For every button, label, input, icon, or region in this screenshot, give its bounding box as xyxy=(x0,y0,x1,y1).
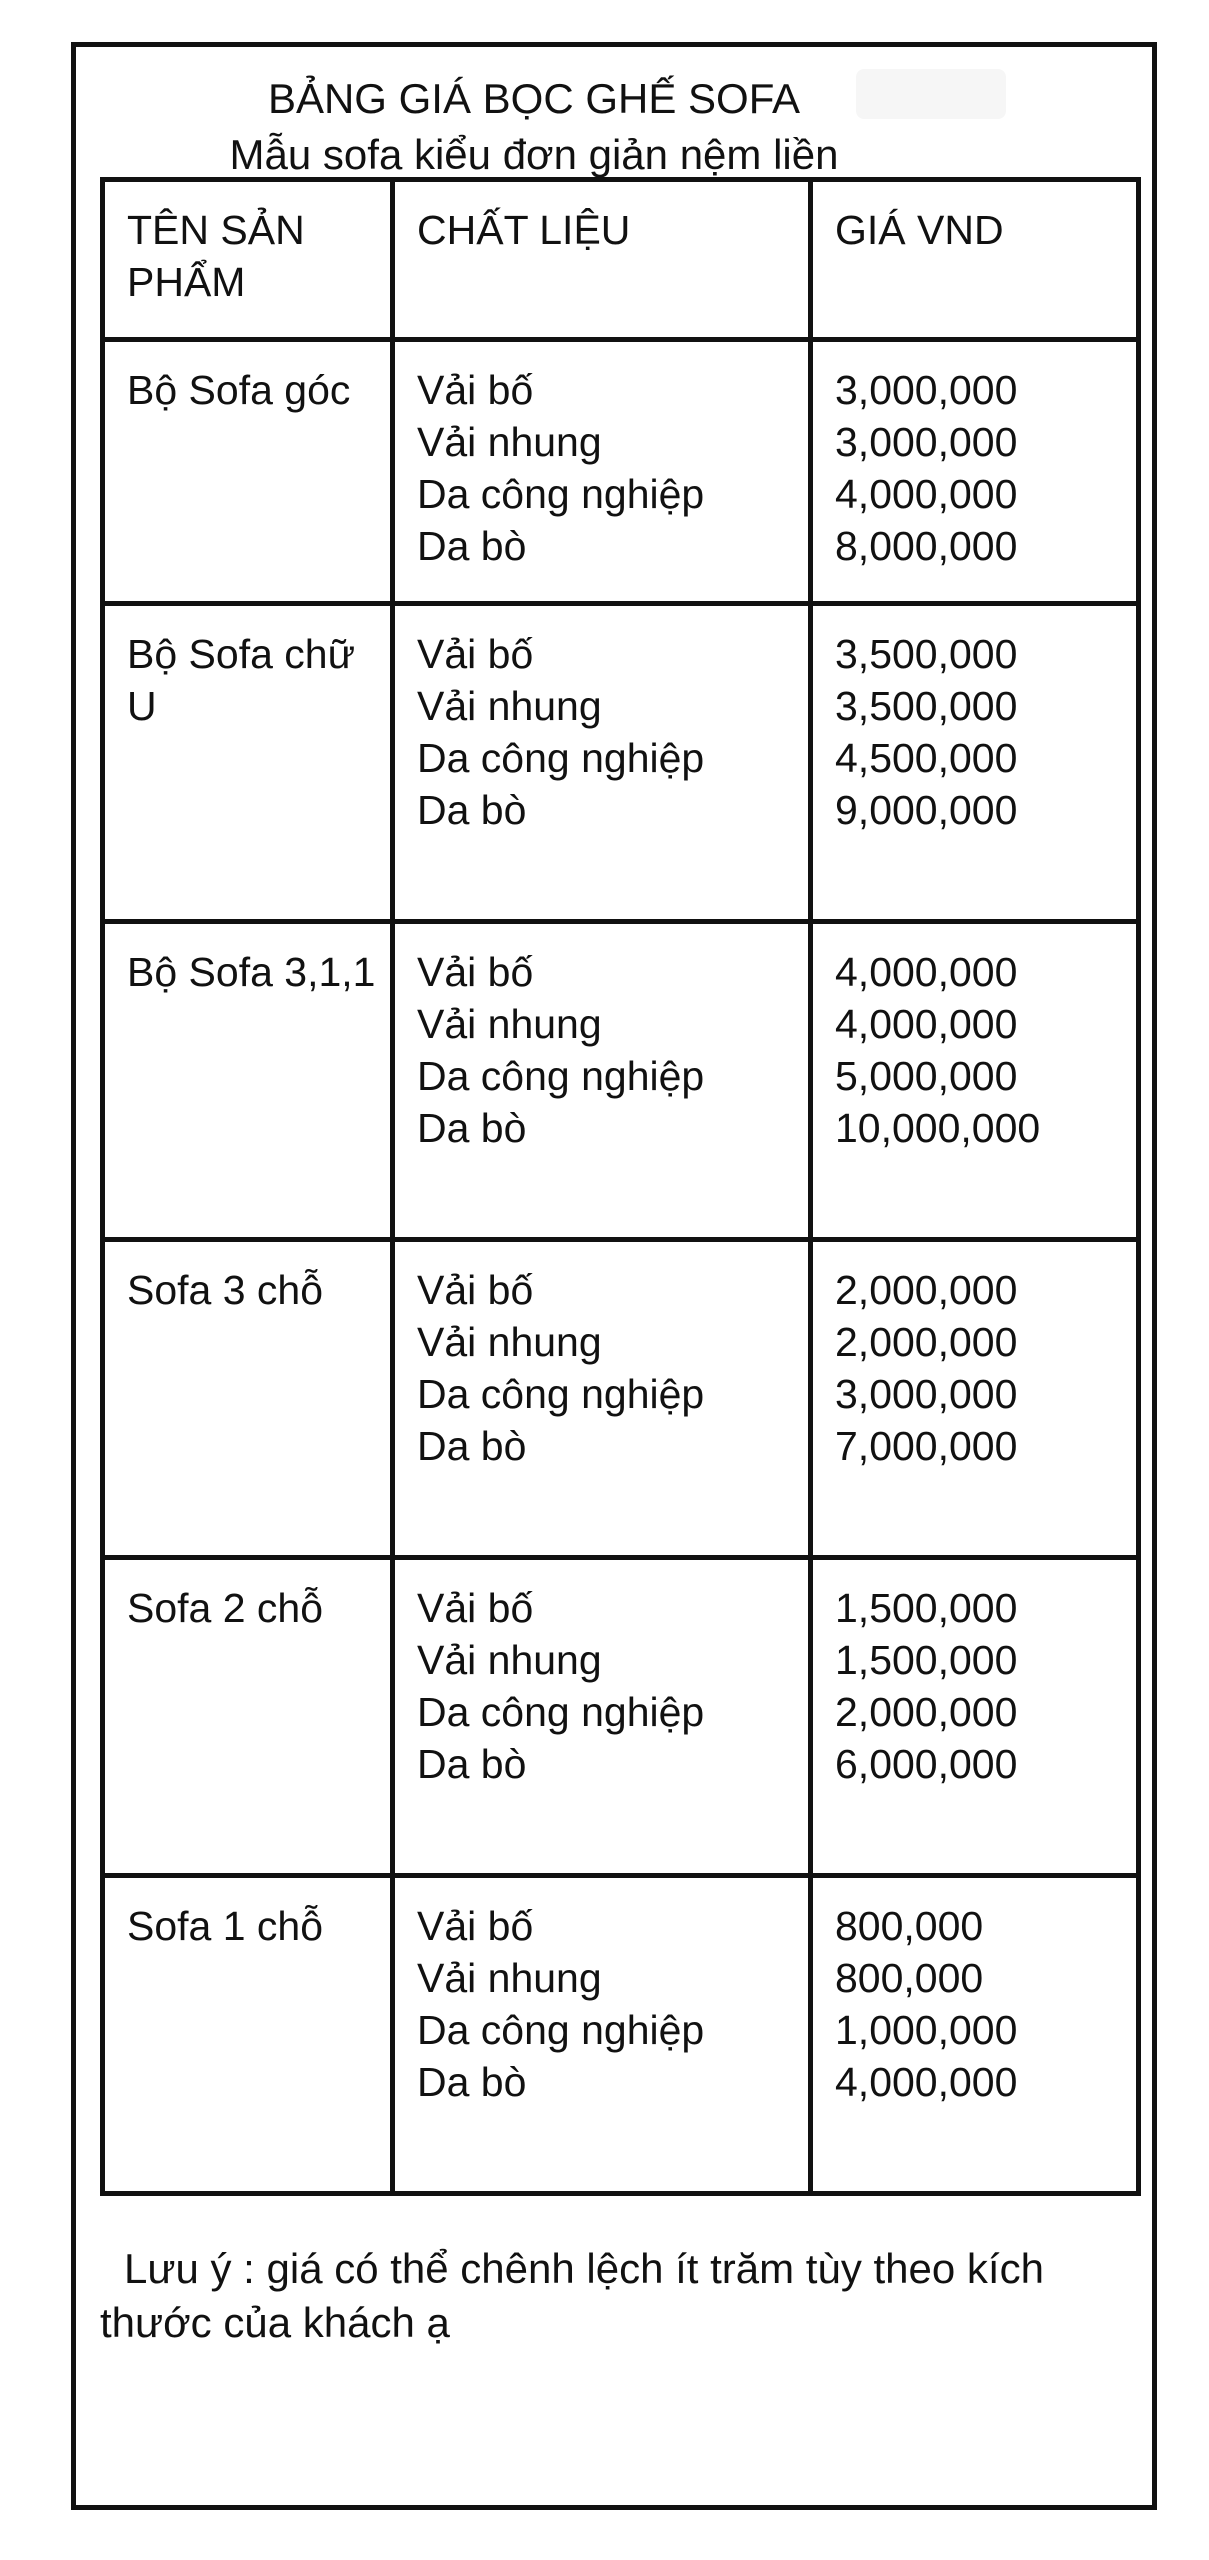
price-cell xyxy=(811,1558,1139,1876)
material-item: Vải bố xyxy=(417,1903,534,1949)
material-item: Da bò xyxy=(417,1741,527,1787)
price-item: 3,000,000 xyxy=(835,1371,1018,1417)
material-item: Da công nghiệp xyxy=(417,2007,705,2053)
material-item: Vải bố xyxy=(417,631,534,677)
table-row xyxy=(103,922,1139,1240)
material-cell xyxy=(393,1876,811,2194)
price-item: 4,500,000 xyxy=(835,735,1018,781)
material-item: Da bò xyxy=(417,1423,527,1469)
price-item: 4,000,000 xyxy=(835,949,1018,995)
material-item: Vải nhung xyxy=(417,419,602,465)
price-item: 9,000,000 xyxy=(835,787,1018,833)
product-name-cell: Bộ Sofa 3,1,1 xyxy=(103,922,393,1240)
table-row xyxy=(103,1876,1139,2194)
price-item: 4,000,000 xyxy=(835,1001,1018,1047)
material-item: Vải nhung xyxy=(417,1955,602,2001)
price-cell xyxy=(811,1876,1139,2194)
page-title: BẢNG GIÁ BỌC GHẾ SOFA xyxy=(267,75,801,122)
material-cell xyxy=(393,340,811,604)
price-item: 800,000 xyxy=(835,1955,984,2001)
price-cell xyxy=(811,340,1139,604)
product-name-cell: Sofa 3 chỗ xyxy=(103,1240,393,1558)
price-item: 8,000,000 xyxy=(835,523,1018,569)
price-table xyxy=(100,177,1141,2196)
material-item: Vải bố xyxy=(417,1267,534,1313)
table-row xyxy=(103,1240,1139,1558)
material-item: Vải nhung xyxy=(417,1319,602,1365)
material-item: Vải bố xyxy=(417,367,534,413)
material-item: Da công nghiệp xyxy=(417,735,705,781)
product-name-cell: Sofa 2 chỗ xyxy=(103,1558,393,1876)
price-item: 4,000,000 xyxy=(835,471,1018,517)
material-item: Vải bố xyxy=(417,949,534,995)
price-item: 2,000,000 xyxy=(835,1319,1018,1365)
material-item: Da công nghiệp xyxy=(417,1689,705,1735)
table-row xyxy=(103,604,1139,922)
material-item: Da bò xyxy=(417,2059,527,2105)
header-price: GIÁ VND xyxy=(811,180,1139,340)
price-list-frame xyxy=(71,42,1157,2510)
price-cell xyxy=(811,1240,1139,1558)
price-item: 3,500,000 xyxy=(835,631,1018,677)
material-item: Da bò xyxy=(417,523,527,569)
material-item: Vải nhung xyxy=(417,683,602,729)
material-item: Da công nghiệp xyxy=(417,1053,705,1099)
product-name-cell: Sofa 1 chỗ xyxy=(103,1876,393,2194)
header-material: CHẤT LIỆU xyxy=(393,180,811,340)
price-cell xyxy=(811,604,1139,922)
page-subtitle: Mẫu sofa kiểu đơn giản nệm liền xyxy=(229,131,839,178)
material-item: Da công nghiệp xyxy=(417,471,705,517)
price-item: 1,500,000 xyxy=(835,1585,1018,1631)
product-name-cell: Bộ Sofa góc xyxy=(103,340,393,604)
material-item: Vải bố xyxy=(417,1585,534,1631)
price-item: 7,000,000 xyxy=(835,1423,1018,1469)
material-item: Vải nhung xyxy=(417,1001,602,1047)
price-note: Lưu ý : giá có thể chênh lệch ít trăm tùy theo kích thước của khách ạ xyxy=(100,2245,1044,2346)
table-header-row xyxy=(103,180,1139,340)
material-item: Da công nghiệp xyxy=(417,1371,705,1417)
price-item: 1,000,000 xyxy=(835,2007,1018,2053)
material-cell xyxy=(393,1240,811,1558)
header-block xyxy=(76,71,1152,183)
material-item: Vải nhung xyxy=(417,1637,602,1683)
material-cell xyxy=(393,922,811,1240)
material-cell xyxy=(393,1558,811,1876)
table-row xyxy=(103,340,1139,604)
price-item: 6,000,000 xyxy=(835,1741,1018,1787)
price-item: 3,500,000 xyxy=(835,683,1018,729)
price-item: 3,000,000 xyxy=(835,367,1018,413)
price-item: 2,000,000 xyxy=(835,1267,1018,1313)
price-item: 4,000,000 xyxy=(835,2059,1018,2105)
price-item: 3,000,000 xyxy=(835,419,1018,465)
price-cell xyxy=(811,922,1139,1240)
price-item: 10,000,000 xyxy=(835,1105,1041,1151)
price-item: 800,000 xyxy=(835,1903,984,1949)
material-item: Da bò xyxy=(417,787,527,833)
product-name-cell: Bộ Sofa chữ U xyxy=(103,604,393,922)
material-cell xyxy=(393,604,811,922)
header-product-name: TÊN SẢN PHẨM xyxy=(103,180,393,340)
price-item: 2,000,000 xyxy=(835,1689,1018,1735)
material-item: Da bò xyxy=(417,1105,527,1151)
price-item: 5,000,000 xyxy=(835,1053,1018,1099)
price-item: 1,500,000 xyxy=(835,1637,1018,1683)
table-row xyxy=(103,1558,1139,1876)
